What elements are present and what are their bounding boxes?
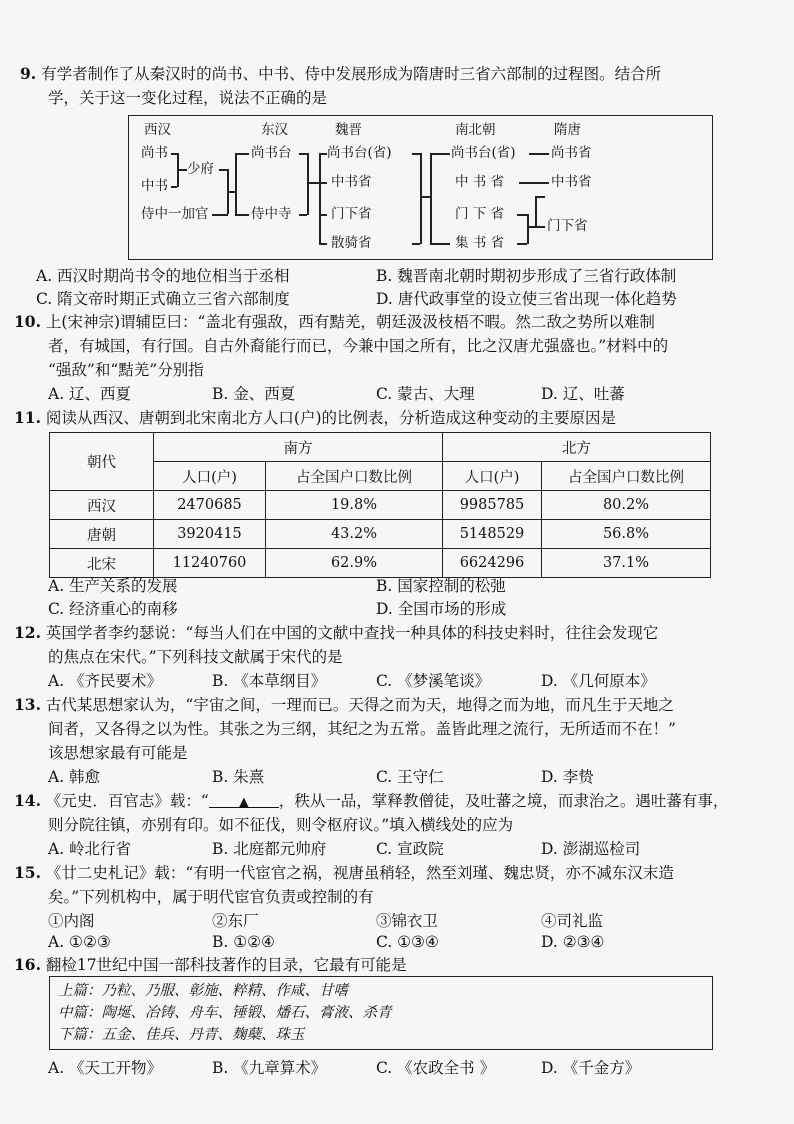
diagram-weijin-zhongshu: 中书省 — [331, 174, 372, 190]
q13-option-d[interactable]: D. 李贽 — [541, 768, 594, 786]
diagram-nbc-jishu: 集 书 省 — [455, 235, 505, 251]
diagram-nbc-menxia: 门 下 省 — [455, 206, 505, 222]
q13-option-c[interactable]: C. 王守仁 — [376, 768, 444, 786]
q15-option-d[interactable]: D. ②③④ — [541, 933, 605, 951]
contents-line-middle: 中篇：陶埏、冶铸、舟车、锤锻、燔石、膏液、杀青 — [58, 1005, 392, 1021]
q15-item-4: ④司礼监 — [541, 912, 604, 930]
q15-stem-line2: 矣。”下列机构中，属于明代宦官负责或控制的有 — [48, 888, 374, 906]
q10-stem-line3: “强敌”和“黠羌”分别指 — [48, 361, 204, 379]
cell-north-ratio: 37.1% — [542, 549, 711, 578]
q13-option-b[interactable]: B. 朱熹 — [212, 768, 265, 786]
q14-option-c[interactable]: C. 宣政院 — [376, 840, 444, 858]
q9-stem-line2: 学，关于这一变化过程，说法不正确的是 — [48, 89, 328, 107]
cell-dynasty: 北宋 — [50, 549, 154, 578]
triangle-icon: ▲ — [238, 795, 249, 810]
q14-answer-blank — [209, 791, 279, 808]
q10-option-d[interactable]: D. 辽、吐蕃 — [541, 385, 625, 403]
q12-option-d[interactable]: D. 《几何原本》 — [541, 672, 656, 690]
population-table — [49, 432, 711, 578]
diagram-suitang-menxia: 门下省 — [547, 218, 588, 234]
table-row — [50, 491, 711, 520]
cell-south-ratio: 43.2% — [266, 520, 443, 549]
diagram-suitang-shangshu: 尚书省 — [551, 145, 592, 161]
q16-number: 16. — [14, 955, 41, 974]
cell-south-ratio: 19.8% — [266, 491, 443, 520]
cell-north-pop: 9985785 — [443, 491, 542, 520]
q13-stem-line2: 间者，又各得之以为性。其张之为三纲，其纪之为五常。盖皆此理之流行，无所适而不在！” — [48, 720, 676, 738]
diagram-weijin-shangshutai: 尚书台(省) — [327, 145, 392, 161]
diagram-era-xihan: 西汉 — [144, 122, 171, 138]
q13-option-a[interactable]: A. 韩愈 — [48, 768, 101, 786]
q15-item-2: ②东厂 — [212, 912, 259, 930]
q13-number: 13. — [14, 695, 41, 714]
q11-number: 11. — [14, 408, 41, 427]
contents-line-lower: 下篇：五金、佳兵、丹青、麹蘖、珠玉 — [58, 1027, 305, 1043]
q15-number: 15. — [14, 863, 41, 882]
q10-stem-line2: 者，有城国，有行国。自古外裔能行而已，今兼中国之所有，比之汉唐尤强盛也。”材料中的 — [48, 337, 669, 355]
cell-south-pop: 11240760 — [154, 549, 266, 578]
q16-option-c[interactable]: C. 《农政全书 》 — [376, 1059, 496, 1077]
th-north-ratio: 占全国户口数比例 — [542, 462, 711, 491]
q12-option-a[interactable]: A. 《齐民要术》 — [48, 672, 163, 690]
cell-north-pop: 5148529 — [443, 520, 542, 549]
q15-option-c[interactable]: C. ①③④ — [376, 933, 439, 951]
q11-option-a[interactable]: A. 生产关系的发展 — [48, 577, 178, 595]
q15-stem-line1: 15. 《廿二史札记》载：“有明一代宦官之祸，视唐虽稍轻，然至刘瑾、魏忠贤，亦不减东汉末造 — [14, 863, 674, 882]
q12-stem-line1: 12. 英国学者李约瑟说：“每当人们在中国的文献中查找一种具体的科技史料时，往往会发现它 — [14, 623, 659, 642]
q12-number: 12. — [14, 623, 41, 642]
q12-option-c[interactable]: C. 《梦溪笔谈》 — [376, 672, 491, 690]
cell-dynasty: 西汉 — [50, 491, 154, 520]
diagram-donghan-shangshutai: 尚书台 — [251, 145, 292, 161]
q15-item-3: ③锦衣卫 — [376, 912, 439, 930]
q10-option-b[interactable]: B. 金、西夏 — [212, 385, 296, 403]
cell-south-pop: 2470685 — [154, 491, 266, 520]
table-row — [50, 520, 711, 549]
th-south: 南方 — [154, 433, 443, 462]
th-north: 北方 — [443, 433, 711, 462]
q16-contents-box — [49, 976, 713, 1050]
th-dynasty: 朝代 — [50, 433, 154, 491]
diagram-era-weijin: 魏晋 — [335, 122, 362, 138]
q14-option-d[interactable]: D. 澎湖巡检司 — [541, 840, 641, 858]
q10-option-c[interactable]: C. 蒙古、大理 — [376, 385, 475, 403]
q14-stem-line1: 14. 《元史．百官志》载：“ ▲ ，秩从一品，掌释教僧徒，及吐蕃之境，而隶治之。遇吐蕃有事， — [14, 791, 729, 810]
q16-option-a[interactable]: A. 《天工开物》 — [48, 1059, 163, 1077]
diagram-suitang-zhongshu: 中书省 — [551, 174, 592, 190]
q10-stem-line1: 10. 上(宋神宗)谓辅臣曰：“盖北有强敌，西有黠羌，朝廷汲汲枝梧不暇。然二敌之势所以难制 — [14, 312, 655, 331]
q11-option-d[interactable]: D. 全国市场的形成 — [376, 600, 507, 618]
cell-north-pop: 6624296 — [443, 549, 542, 578]
q10-option-a[interactable]: A. 辽、西夏 — [48, 385, 132, 403]
diagram-era-donghan: 东汉 — [261, 122, 288, 138]
cell-dynasty: 唐朝 — [50, 520, 154, 549]
q9-option-d[interactable]: D. 唐代政事堂的设立使三省出现一体化趋势 — [376, 290, 677, 308]
diagram-xihan-shizhong: 侍中一加官 — [141, 206, 209, 222]
diagram-shaofu: 少府 — [187, 161, 214, 177]
th-south-pop: 人口(户) — [154, 462, 266, 491]
q16-option-d[interactable]: D. 《千金方》 — [541, 1059, 641, 1077]
diagram-xihan-shangshu: 尚书 — [141, 145, 168, 161]
q15-item-1: ①内阁 — [48, 912, 95, 930]
q11-option-b[interactable]: B. 国家控制的松弛 — [376, 577, 506, 595]
q9-process-diagram — [128, 115, 713, 260]
diagram-era-suitang: 隋唐 — [554, 122, 581, 138]
q9-number: 9. — [20, 64, 37, 83]
q12-option-b[interactable]: B. 《本草纲目》 — [212, 672, 327, 690]
diagram-nbc-shangshutai: 尚书台(省) — [451, 145, 516, 161]
diagram-weijin-menxia: 门下省 — [331, 206, 372, 222]
diagram-era-nanbeichao: 南北朝 — [455, 122, 496, 138]
diagram-xihan-zhongshu: 中书 — [141, 178, 168, 194]
q9-option-b[interactable]: B. 魏晋南北朝时期初步形成了三省行政体制 — [376, 267, 677, 285]
q11-option-c[interactable]: C. 经济重心的南移 — [48, 600, 178, 618]
cell-north-ratio: 80.2% — [542, 491, 711, 520]
th-north-pop: 人口(户) — [443, 462, 542, 491]
q14-stem-line2: 则分院往镇，亦别有印。如不征伐，则令枢府议。”填入横线处的应为 — [48, 816, 514, 834]
q15-option-b[interactable]: B. ①②④ — [212, 933, 275, 951]
table-header-row — [50, 433, 711, 462]
diagram-nbc-zhongshu: 中 书 省 — [455, 174, 505, 190]
q16-stem: 16. 翻检17世纪中国一部科技著作的目录，它最有可能是 — [14, 955, 407, 974]
q9-option-c[interactable]: C. 隋文帝时期正式确立三省六部制度 — [36, 290, 290, 308]
q16-option-b[interactable]: B. 《九章算术》 — [212, 1059, 327, 1077]
q13-stem-line3: 该思想家最有可能是 — [48, 744, 188, 762]
q14-option-a[interactable]: A. 岭北行省 — [48, 840, 132, 858]
q12-stem-line2: 的焦点在宋代。”下列科技文献属于宋代的是 — [48, 648, 343, 666]
q14-number: 14. — [14, 791, 41, 810]
th-south-ratio: 占全国户口数比例 — [266, 462, 443, 491]
q13-stem-line1: 13. 古代某思想家认为，“宇宙之间，一理而已。天得之而为天，地得之而为地，而凡生于天地之 — [14, 695, 674, 714]
cell-south-pop: 3920415 — [154, 520, 266, 549]
diagram-weijin-sanqi: 散骑省 — [331, 235, 372, 251]
q10-number: 10. — [14, 312, 41, 331]
q14-option-b[interactable]: B. 北庭都元帅府 — [212, 840, 327, 858]
diagram-donghan-shizhongsi: 侍中寺 — [251, 206, 292, 222]
q11-stem: 11. 阅读从西汉、唐朝到北宋南北方人口(户)的比例表，分析造成这种变动的主要原因是 — [14, 408, 617, 427]
q15-option-a[interactable]: A. ①②③ — [48, 933, 111, 951]
contents-line-upper: 上篇：乃粒、乃服、彰施、粹精、作咸、甘嗜 — [58, 983, 348, 999]
table-row — [50, 549, 711, 578]
cell-south-ratio: 62.9% — [266, 549, 443, 578]
cell-north-ratio: 56.8% — [542, 520, 711, 549]
q9-option-a[interactable]: A. 西汉时期尚书令的地位相当于丞相 — [36, 267, 290, 285]
q9-stem-line1: 9. 有学者制作了从秦汉时的尚书、中书、侍中发展形成为隋唐时三省六部制的过程图。结合所 — [20, 64, 662, 83]
